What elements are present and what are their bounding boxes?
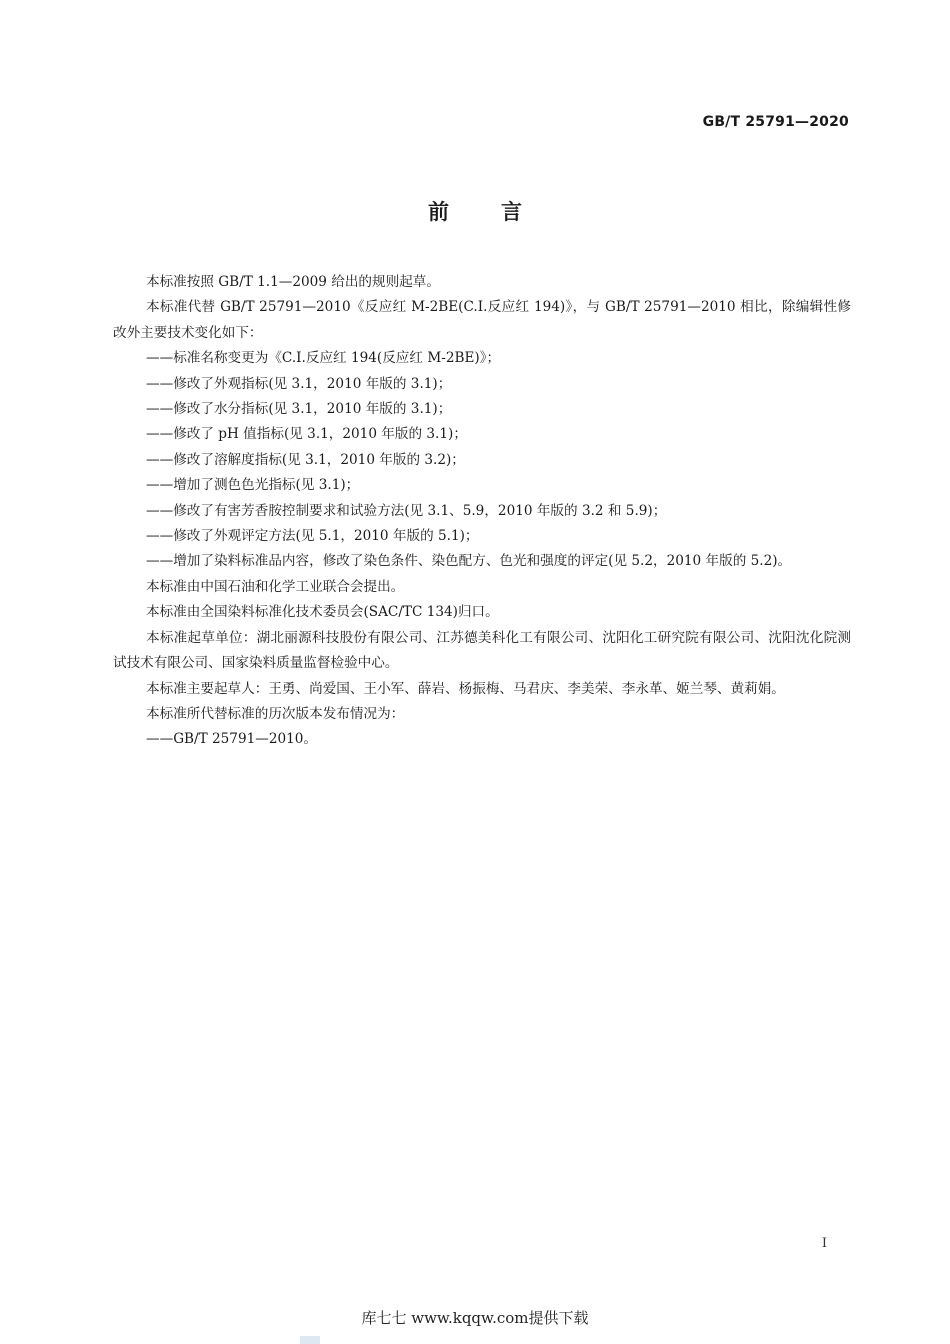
- page-number: I: [821, 1236, 827, 1251]
- paragraph: 本标准由中国石油和化学工业联合会提出。: [146, 578, 405, 595]
- paragraph: 本标准起草单位：湖北丽源科技股份有限公司、江苏德美科化工有限公司、沈阳化工研究院有限公司、沈阳沈化院测试技术有限公司、国家染料质量监督检验中心。: [113, 629, 851, 672]
- change-list-item: ——GB/T 25791—2010。: [146, 731, 318, 748]
- change-list-item: ——修改了 pH 值指标(见 3.1，2010 年版的 3.1)；: [146, 426, 467, 443]
- standard-code: GB/T 25791—2020: [702, 114, 849, 130]
- paragraph: 本标准代替 GB/T 25791—2010《反应红 M-2BE(C.I.反应红 194)》，与 GB/T 25791—2010 相比，除编辑性修改外主要技术变化如下：: [113, 299, 851, 341]
- change-list-item: ——标准名称变更为《C.I.反应红 194(反应红 M-2BE)》；: [146, 350, 501, 367]
- change-list-item: ——修改了溶解度指标(见 3.1，2010 年版的 3.2)；: [146, 451, 465, 468]
- change-list-item: ——增加了染料标准品内容，修改了染色条件、染色配方、色光和强度的评定(见 5.2，2010 年版的 5.2)。: [146, 553, 792, 570]
- change-list-item: ——修改了外观指标(见 3.1，2010 年版的 3.1)；: [146, 375, 452, 392]
- paragraph: 本标准主要起草人：王勇、尚爱国、王小军、薛岩、杨振梅、马君庆、李美荣、李永革、姬兰琴、黄莉娟。: [146, 680, 785, 697]
- paragraph: 本标准由全国染料标准化技术委员会(SAC/TC 134)归口。: [146, 604, 499, 621]
- watermark-fragment: [300, 1336, 320, 1344]
- change-list-item: ——修改了有害芳香胺控制要求和试验方法(见 3.1、5.9，2010 年版的 3.2 和 5.9)；: [146, 502, 667, 519]
- paragraph: 本标准所代替标准的历次版本发布情况为：: [146, 705, 405, 722]
- change-list-item: ——修改了外观评定方法(见 5.1，2010 年版的 5.1)；: [146, 528, 479, 545]
- change-list-item: ——修改了水分指标(见 3.1，2010 年版的 3.1)；: [146, 401, 452, 418]
- paragraph: 本标准按照 GB/T 1.1—2009 给出的规则起草。: [146, 274, 440, 290]
- change-list-item: ——增加了测色色光指标(见 3.1)；: [146, 477, 360, 494]
- page-title: 前言: [428, 200, 574, 224]
- foreword-body: [113, 270, 851, 753]
- download-footer: 库七七 www.kqqw.com提供下载: [361, 1309, 589, 1327]
